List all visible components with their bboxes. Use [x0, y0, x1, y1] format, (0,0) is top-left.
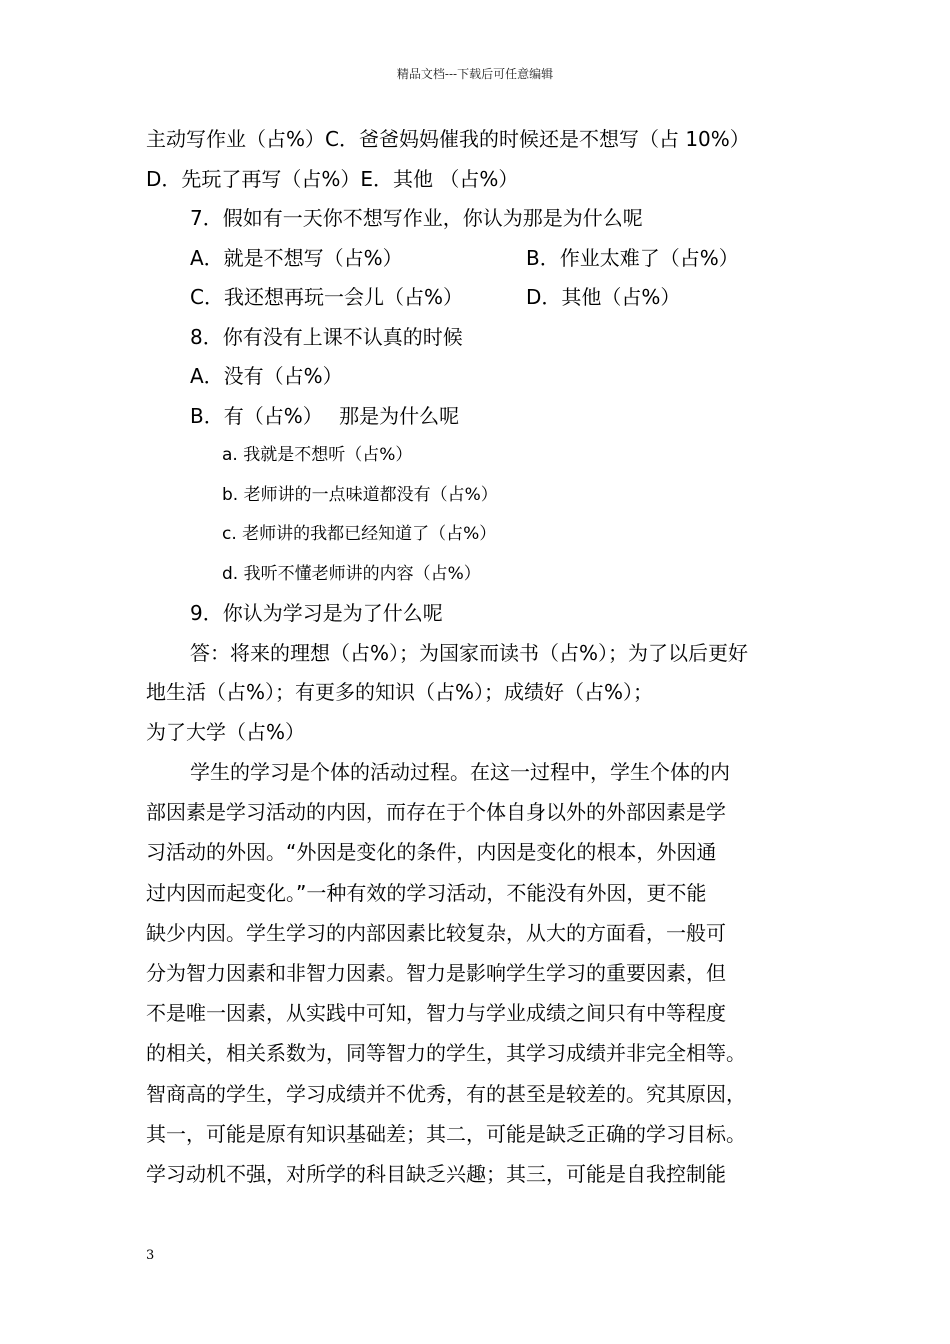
question-8-reason-a: a. 我就是不想听（占%） [222, 445, 413, 465]
question-8-option-b: B．有（占%） 那是为什么呢 [190, 403, 460, 428]
paragraph-line: 过内因而起变化。”一种有效的学习活动，不能没有外因，更不能 [146, 880, 707, 905]
paragraph-line: 部因素是学习活动的内因，而存在于个体自身以外的外部因素是学 [146, 800, 726, 825]
paragraph-line: 不是唯一因素，从实践中可知，智力与学业成绩之间只有中等程度 [146, 1001, 726, 1026]
question-7-options-row-2 [146, 278, 826, 318]
survey-line-1: 主动写作业（占%）C．爸爸妈妈催我的时候还是不想写（占 10%） [146, 127, 750, 151]
question-8-reason-b: b. 老师讲的一点味道都没有（占%） [222, 484, 498, 505]
answer-line-1: 答：将来的理想（占%）；为国家而读书（占%）；为了以后更好 [190, 640, 749, 665]
question-7: 7．假如有一天你不想写作业，你认为那是为什么呢 [190, 206, 643, 230]
question-7-option-b: B．作业太难了（占%） [526, 245, 739, 270]
page-number: 3 [146, 1248, 155, 1263]
question-8: 8．你有没有上课不认真的时候 [190, 324, 463, 349]
body-paragraph [146, 752, 826, 1194]
survey-line-2: D．先玩了再写（占%）E．其他 （占%） [146, 166, 519, 191]
answer-line-2: 地生活（占%）；有更多的知识（占%）；成绩好（占%）； [146, 680, 654, 704]
question-7-option-d: D．其他（占%） [526, 285, 681, 309]
answer-line-3: 为了大学（占%） [146, 719, 306, 744]
paragraph-line: 学生的学习是个体的活动过程。在这一过程中，学生个体的内 [190, 760, 730, 784]
paragraph-line: 习活动的外因。“外因是变化的条件，内因是变化的根本，外因通 [146, 840, 717, 865]
paragraph-line: 学习动机不强，对所学的科目缺乏兴趣；其三，可能是自我控制能 [146, 1161, 726, 1186]
question-8-reason-d: d. 我听不懂老师讲的内容（占%） [222, 563, 481, 584]
question-7-option-c: C．我还想再玩一会儿（占%） [190, 285, 463, 309]
question-9: 9．你认为学习是为了什么呢 [190, 601, 443, 625]
question-8-reason-c: c. 老师讲的我都已经知道了（占%） [222, 524, 497, 544]
question-7-option-a: A．就是不想写（占%） [190, 245, 403, 270]
question-7-options-row-1 [146, 239, 826, 279]
paragraph-line: 分为智力因素和非智力因素。智力是影响学生学习的重要因素，但 [146, 960, 726, 985]
paragraph-line: 其一，可能是原有知识基础差；其二，可能是缺乏正确的学习目标。 [146, 1121, 746, 1146]
paragraph-line: 智商高的学生，学习成绩并不优秀，有的甚至是较差的。究其原因， [146, 1081, 746, 1106]
document-body [146, 120, 826, 1194]
page-header: 精品文档---下载后可任意编辑 [396, 67, 554, 81]
paragraph-line: 的相关，相关系数为，同等智力的学生，其学习成绩并非完全相等。 [146, 1041, 746, 1066]
question-8-option-a: A．没有（占%） [190, 364, 343, 388]
paragraph-line: 缺少内因。学生学习的内部因素比较复杂，从大的方面看，一般可 [146, 920, 726, 945]
